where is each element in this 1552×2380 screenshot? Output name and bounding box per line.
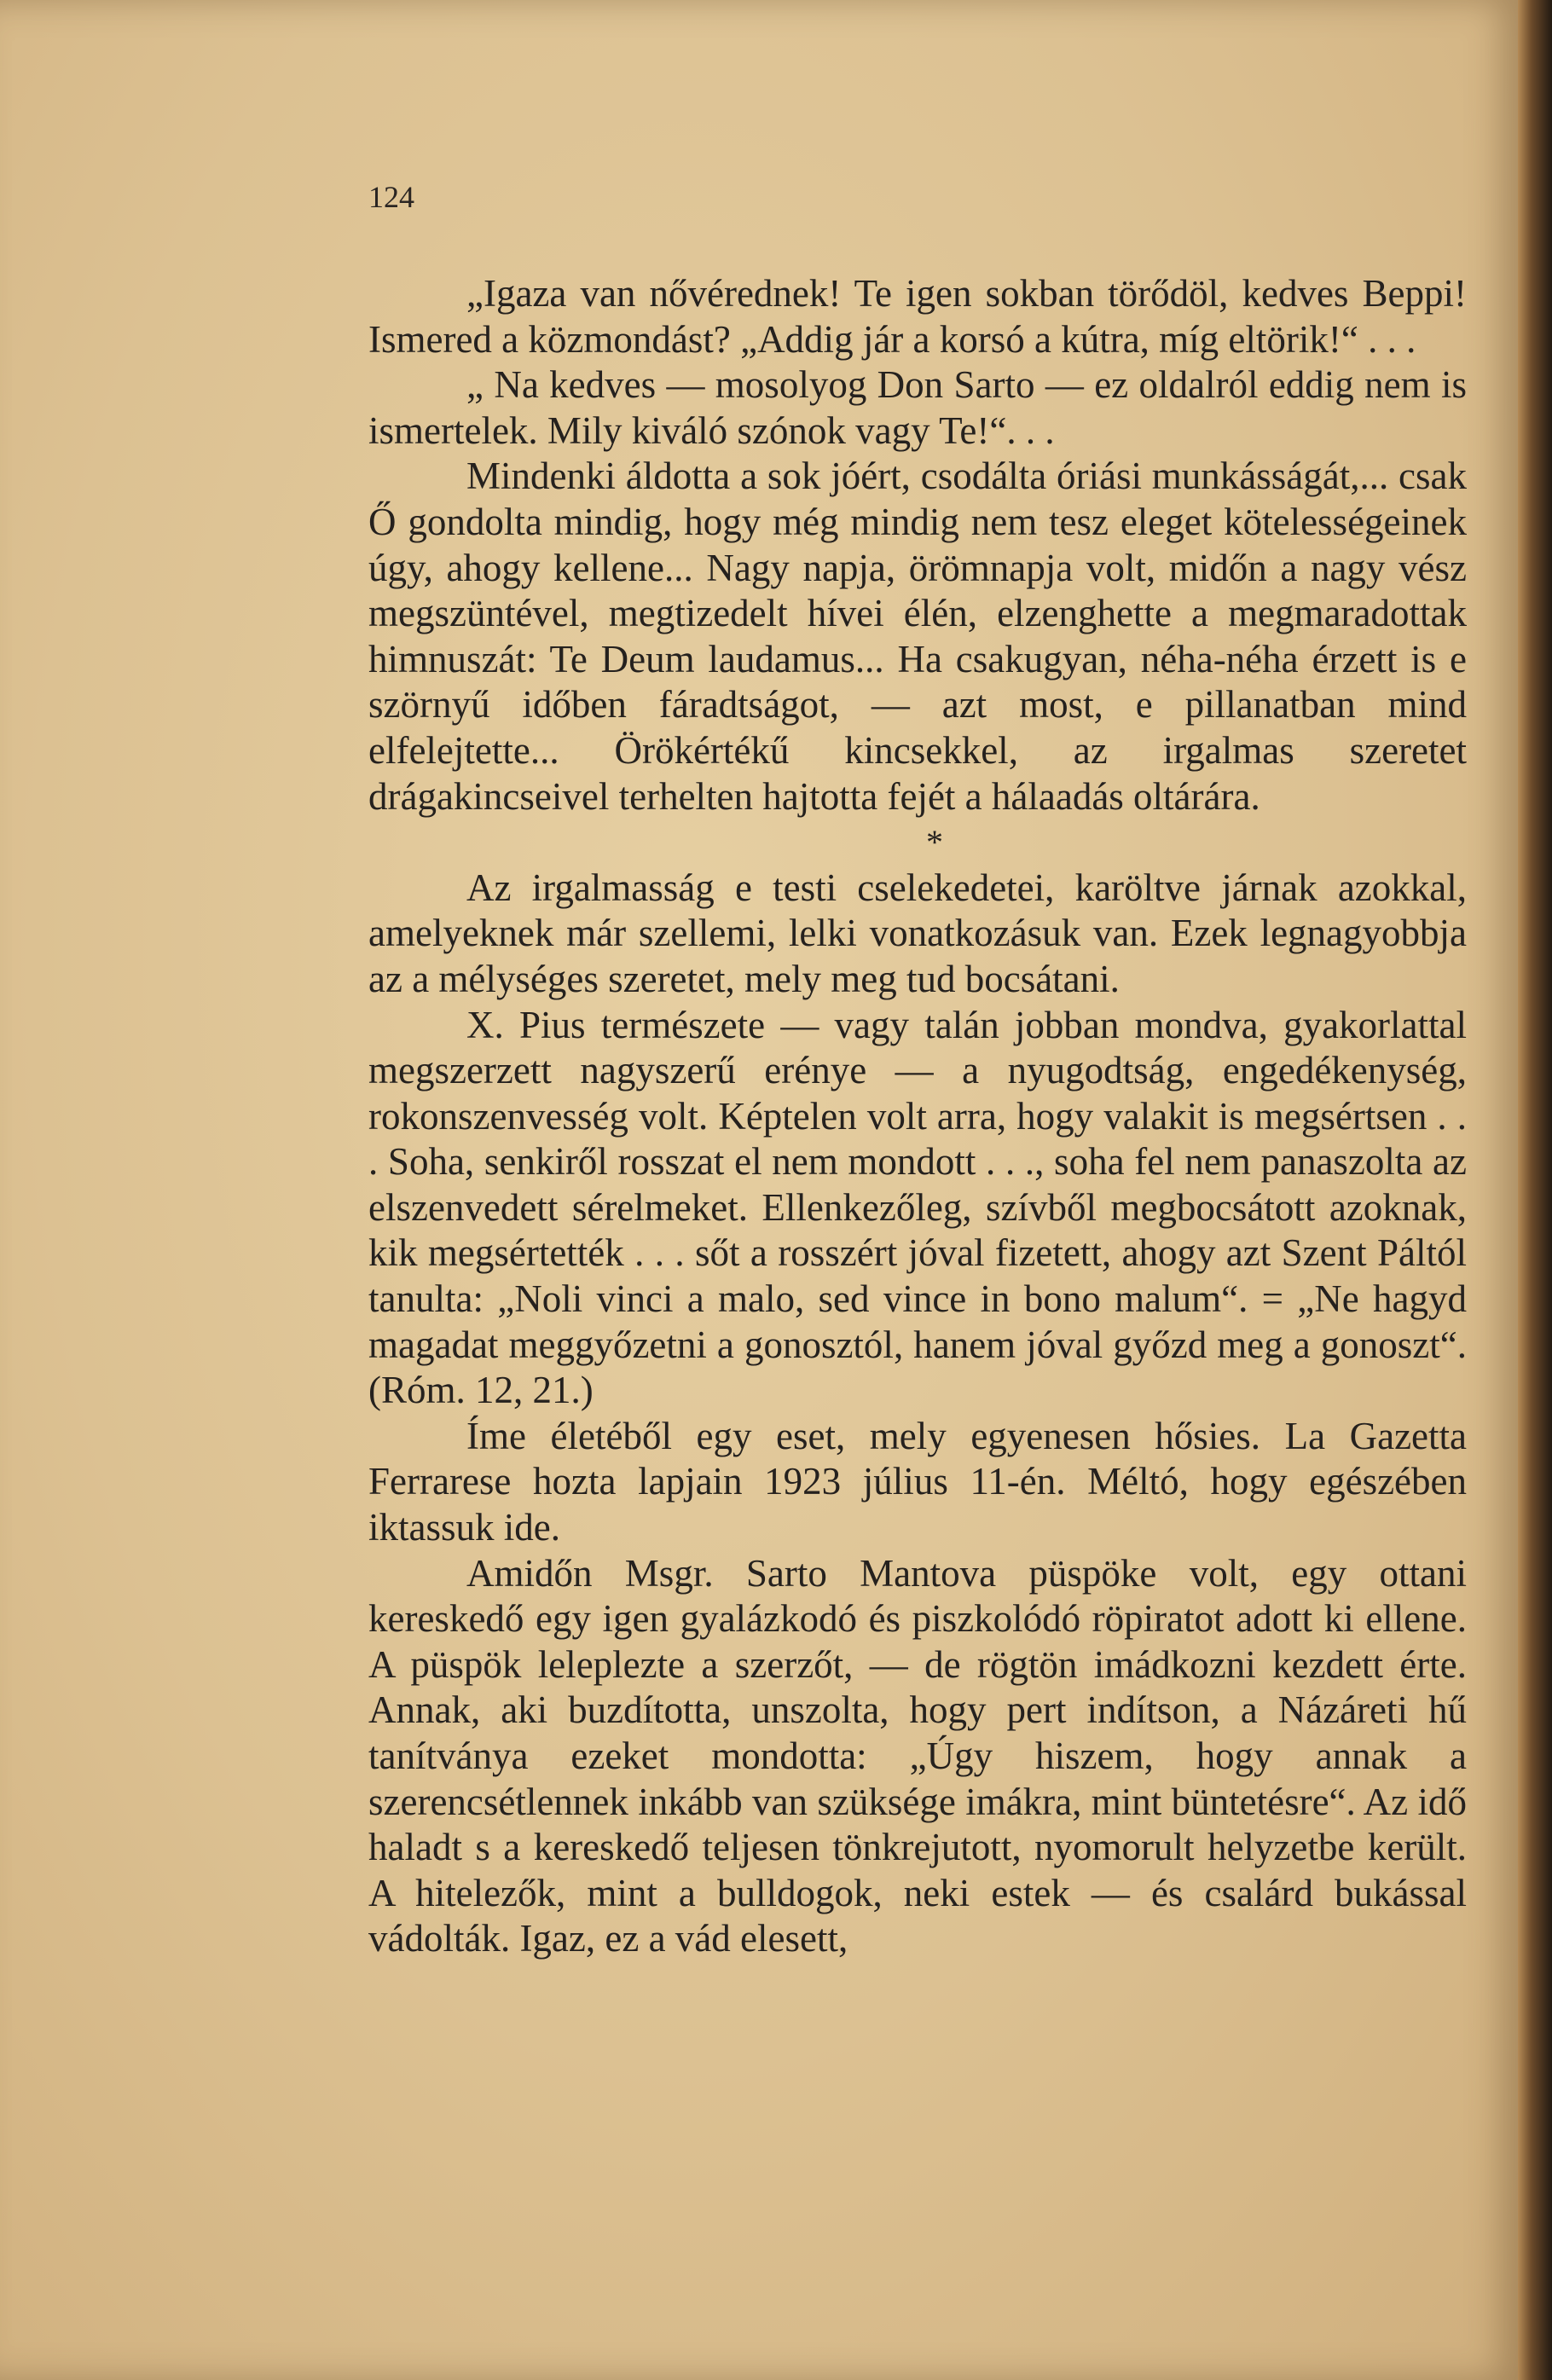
paragraph: Íme életéből egy eset, mely egyenesen hősies. La Gazetta Ferrarese hozta lapjain 1923 július 11-én. Méltó, hogy egészében iktassuk ide. <box>368 1414 1467 1549</box>
paragraph: „ Na kedves — mosolyog Don Sarto — ez oldalról eddig nem is ismertelek. Mily kiváló szónok vagy Te!“. . . <box>368 363 1467 452</box>
book-spine-edge <box>1518 0 1552 2380</box>
paragraph: Mindenki áldotta a sok jóért, csodálta óriási munkásságát,... csak Ő gondolta mindig, hogy még mindig nem tesz eleget kötelességeinek úgy, ahogy kellene... Nagy napja, örömnapja volt, midőn a nagy vész megszüntével, megtizedelt hívei élén, elzenghette a megmaradottak himnuszát: Te Deum laudamus... Ha csakugyan, néha-néha érzett is e szörnyű időben fáradtságot, — azt most, e pillanatban mind elfelejtette... Örökértékű kincsekkel, az irgalmas szeretet drágakincseivel terhelten hajtotta fejét a hálaadás oltárára. <box>368 455 1467 818</box>
section-separator: * <box>926 823 943 862</box>
paragraph: Az irgalmasság e testi cselekedetei, karöltve járnak azokkal, amelyeknek már szellemi, lelki vonatkozásuk van. Ezek legnagyobbja az a mélységes szeretet, mely meg tud bocsátani. <box>368 866 1467 1000</box>
text-body <box>368 271 1467 1962</box>
paragraph: Amidőn Msgr. Sarto Mantova püspöke volt, egy ottani kereskedő egy igen gyalázkodó és piszkolódó röpiratot adott ki ellene. A püspök leleplezte a szerzőt, — de rögtön imádkozni kezdett érte. Annak, aki buzdította, unszolta, hogy pert indítson, a Názáreti hű tanítványa ezeket mondotta: „Úgy hiszem, hogy annak a szerencsétlennek inkább van szüksége imákra, mint büntetésre“. Az idő haladt s a kereskedő teljesen tönkrejutott, nyomorult helyzetbe került. A hitelezők, mint a bulldogok, neki estek — és csalárd bukással vádolták. Igaz, ez a vád elesett, <box>368 1551 1467 1960</box>
paragraph: „Igaza van nővérednek! Te igen sokban törődöl, kedves Beppi! Ismered a közmondást? „Addig jár a korsó a kútra, míg eltörik!“ . . . <box>368 272 1467 361</box>
paragraph: X. Pius természete — vagy talán jobban mondva, gyakorlattal megszerzett nagyszerű erénye — a nyugodtság, engedékenység, rokonszenvesség volt. Képtelen volt arra, hogy valakit is megsértsen . . . Soha, senkiről rosszat el nem mondott . . ., soha fel nem panaszolta az elszenvedett sérelmeket. Ellenkezőleg, szívből megbocsátott azoknak, kik megsértették . . . sőt a rosszért jóval fizetett, ahogy azt Szent Páltól tanulta: „Noli vinci a malo, sed vince in bono malum“. = „Ne hagyd magadat meggyőzetni a gonosztól, hanem jóval győzd meg a gonoszt“. (Róm. 12, 21.) <box>368 1003 1467 1412</box>
page-number: 124 <box>368 180 414 214</box>
